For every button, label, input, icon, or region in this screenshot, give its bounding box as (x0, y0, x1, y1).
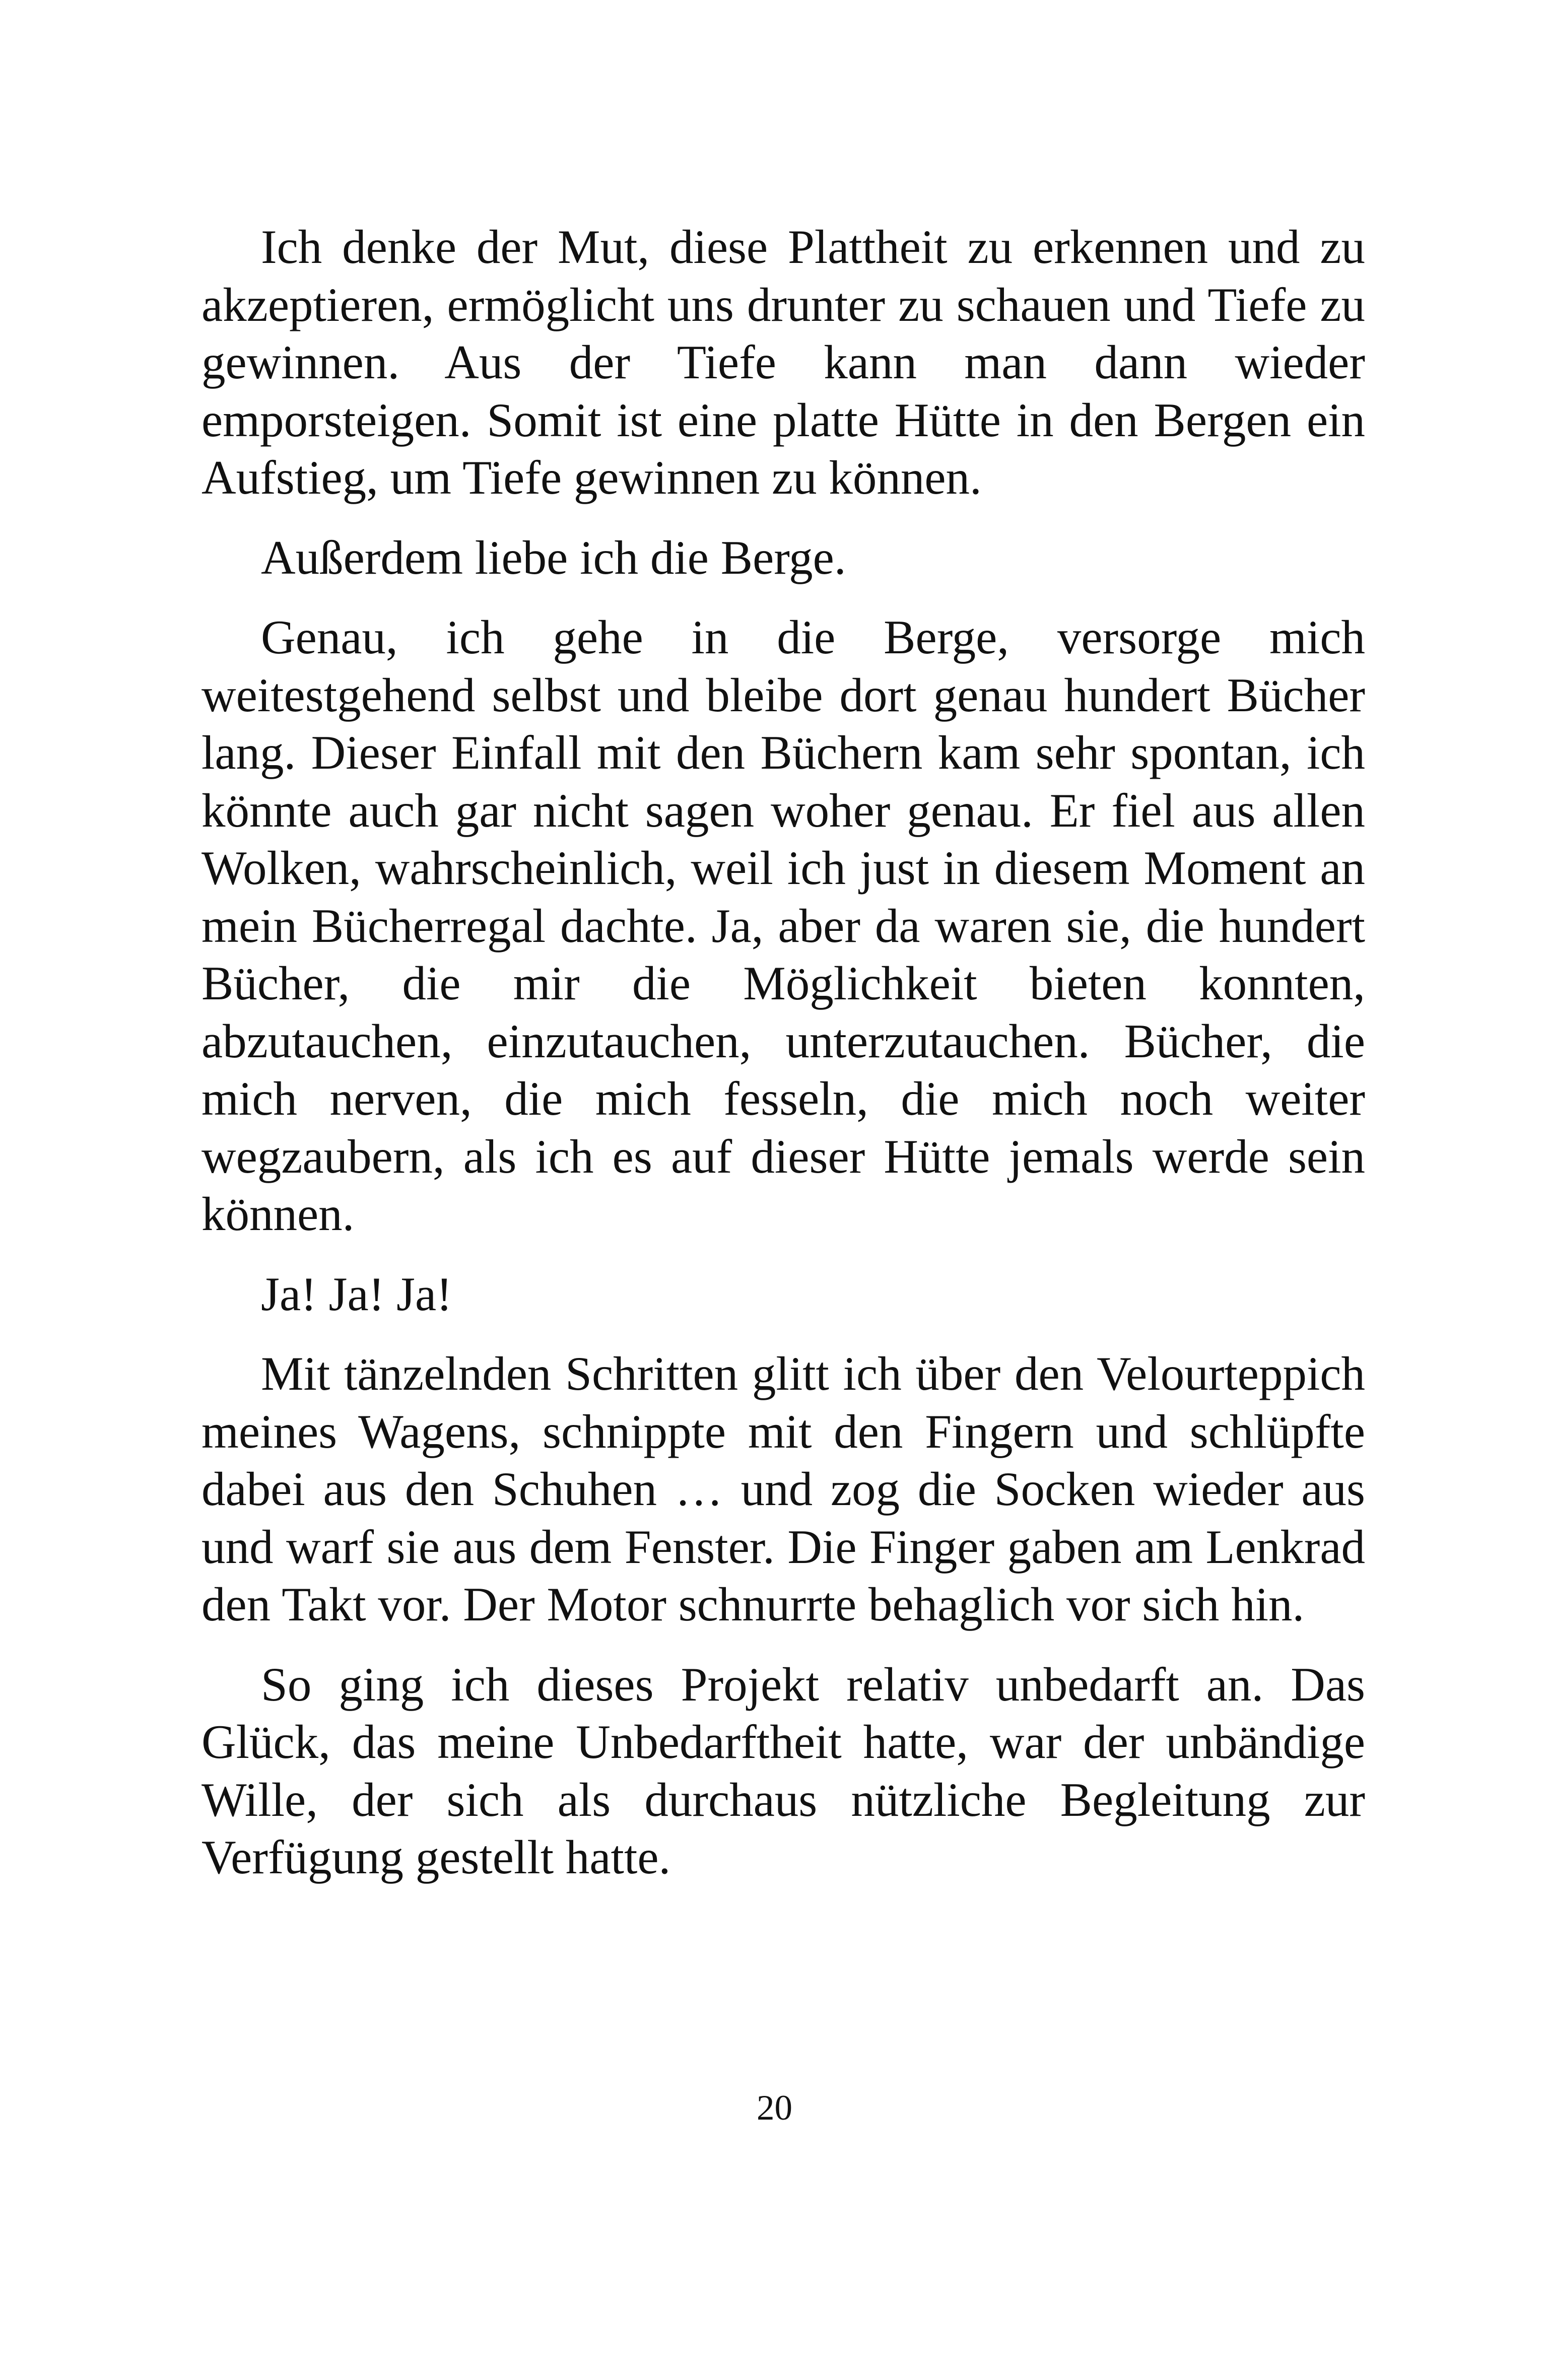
paragraph-hundert-buecher: Genau, ich gehe in die Berge, versorge mich weitestgehend selbst und bleibe dort genau hundert Bücher lang. Dieser Einfall mit den Büchern kam sehr spontan, ich könnte auch gar nicht sagen woher genau. Er fiel aus allen Wolken, wahrscheinlich, weil ich just in diesem Moment an mein Bücherregal dachte. Ja, aber da waren sie, die hundert Bücher, die mir die Möglichkeit bieten konnten, abzutauchen, einzutauchen, unterzutauchen. Bücher, die mich nerven, die mich fesseln, die mich noch weiter wegzaubern, als ich es auf dieser Hütte jemals werde sein können. (201, 610, 1365, 1241)
page-number: 20 (757, 2088, 792, 2128)
paragraph-taenzelnde-schritte: Mit tänzelnden Schritten glitt ich über den Velourteppich meines Wagens, schnippte mit den Fingern und schlüpfte dabei aus den Schuhen … und zog die Socken wieder aus und warf sie aus dem Fenster. Die Finger gaben am Lenkrad den Takt vor. Der Motor schnurrte behaglich vor sich hin. (201, 1347, 1365, 1631)
paragraph-berge-liebe: Außerdem liebe ich die Berge. (261, 530, 846, 584)
paragraph-ja-ja-ja: Ja! Ja! Ja! (261, 1267, 452, 1321)
paragraph-projekt-unbedarft: So ging ich dieses Projekt relativ unbedarft an. Das Glück, das meine Unbedarftheit hatte, war der unbändige Wille, der sich als durchaus nützliche Begleitung zur Verfügung gestellt hatte. (201, 1657, 1365, 1884)
paragraph-plattheit: Ich denke der Mut, diese Plattheit zu erkennen und zu akzeptieren, ermöglicht uns drunter zu schauen und Tiefe zu gewinnen. Aus der Tiefe kann man dann wieder emporsteigen. Somit ist eine platte Hütte in den Bergen ein Aufstieg, um Tiefe gewinnen zu können. (201, 220, 1365, 504)
body-text (201, 218, 1365, 1909)
